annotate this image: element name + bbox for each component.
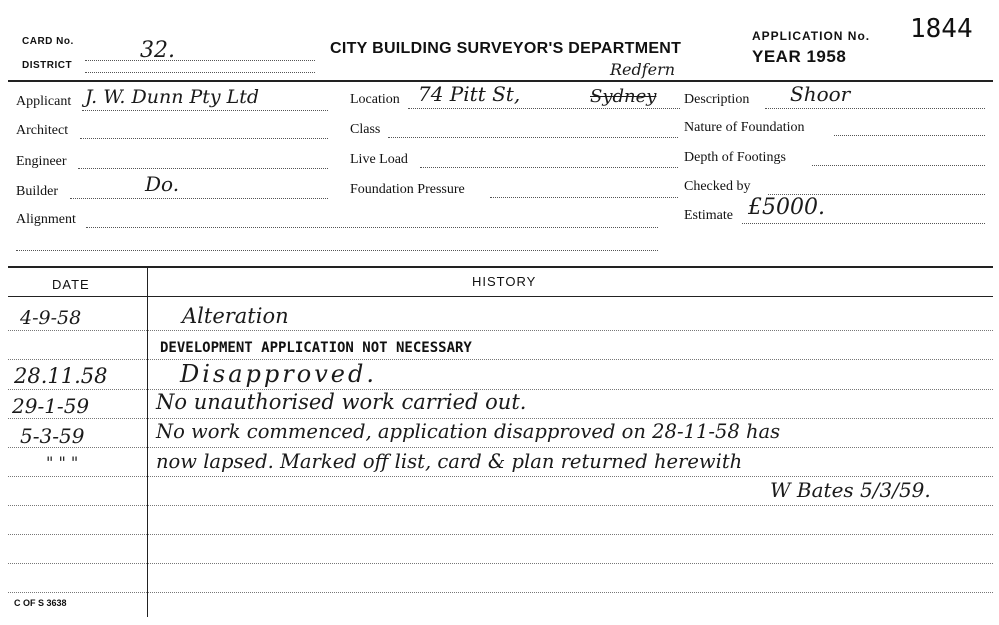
rule-line (8, 330, 993, 331)
estimate-line (742, 223, 985, 224)
history-text: No work commenced, application disapproved on 28-11-58 has (156, 420, 781, 443)
form-code: C OF S 3638 (14, 598, 67, 608)
rule-line (8, 592, 993, 593)
alignment-label: Alignment (16, 212, 76, 227)
description-value: Shoor (790, 82, 851, 106)
depth-of-footings-line (812, 165, 985, 166)
live-load-line (420, 167, 678, 168)
applicant-label: Applicant (16, 94, 72, 109)
location-label: Location (350, 92, 400, 107)
estimate-value: £5000. (748, 195, 825, 220)
history-stamp: DEVELOPMENT APPLICATION NOT NECESSARY (160, 340, 472, 356)
history-text: No unauthorised work carried out. (156, 390, 527, 414)
description-line (765, 108, 985, 109)
builder-line (70, 198, 328, 199)
foundation-pressure-label: Foundation Pressure (350, 182, 465, 197)
rule-line (8, 359, 993, 360)
rule-line (8, 505, 993, 506)
foundation-pressure-line (490, 197, 678, 198)
live-load-label: Live Load (350, 152, 408, 167)
department-title: CITY BUILDING SURVEYOR'S DEPARTMENT (330, 40, 682, 57)
architect-line (80, 138, 328, 139)
builder-value: Do. (145, 172, 180, 196)
history-text: Alteration (182, 304, 289, 328)
history-text: Disapproved. (180, 360, 377, 388)
year-label: YEAR 1958 (752, 47, 847, 66)
history-date: 5-3-59 (20, 424, 85, 448)
history-date: 28.11.58 (14, 364, 108, 388)
signature: W Bates 5/3/59. (770, 478, 931, 502)
application-no-label: APPLICATION No. (752, 29, 871, 43)
location-line (408, 108, 680, 109)
history-top-rule (8, 266, 993, 268)
application-no-value: 1844 (910, 14, 973, 44)
alignment-line (86, 227, 658, 228)
rule-line (8, 563, 993, 564)
date-header: DATE (52, 277, 90, 292)
history-header-rule (8, 296, 993, 297)
nature-of-foundation-line (834, 135, 985, 136)
class-label: Class (350, 122, 381, 137)
nature-of-foundation-label: Nature of Foundation (684, 120, 805, 135)
location-above: Redfern (610, 60, 676, 79)
rule-line (8, 447, 993, 448)
rule-line (8, 418, 993, 419)
blank-line (16, 250, 658, 251)
depth-of-footings-label: Depth of Footings (684, 150, 786, 165)
builder-label: Builder (16, 184, 58, 199)
description-label: Description (684, 92, 750, 107)
card-no-label: CARD No. (22, 36, 74, 47)
location-value: 74 Pitt St, (418, 82, 521, 106)
engineer-line (78, 168, 328, 169)
class-line (388, 137, 678, 138)
location-struck: Sydney (590, 86, 657, 107)
engineer-label: Engineer (16, 154, 67, 169)
history-date: " " " (46, 453, 79, 472)
history-header: HISTORY (472, 274, 537, 289)
estimate-label: Estimate (684, 208, 733, 223)
card-no-line (85, 60, 315, 61)
applicant-value: J. W. Dunn Pty Ltd (85, 86, 260, 108)
district-line (85, 72, 315, 73)
card-no-value: 32. (140, 38, 175, 63)
architect-label: Architect (16, 123, 69, 138)
rule-line (8, 534, 993, 535)
applicant-line (82, 110, 328, 111)
history-date: 29-1-59 (12, 394, 90, 418)
history-date: 4-9-58 (20, 307, 82, 329)
history-text: now lapsed. Marked off list, card & plan returned herewith (156, 450, 743, 473)
checked-by-label: Checked by (684, 179, 751, 194)
district-label: DISTRICT (22, 60, 73, 71)
date-column-divider (147, 267, 148, 617)
rule-line (8, 476, 993, 477)
